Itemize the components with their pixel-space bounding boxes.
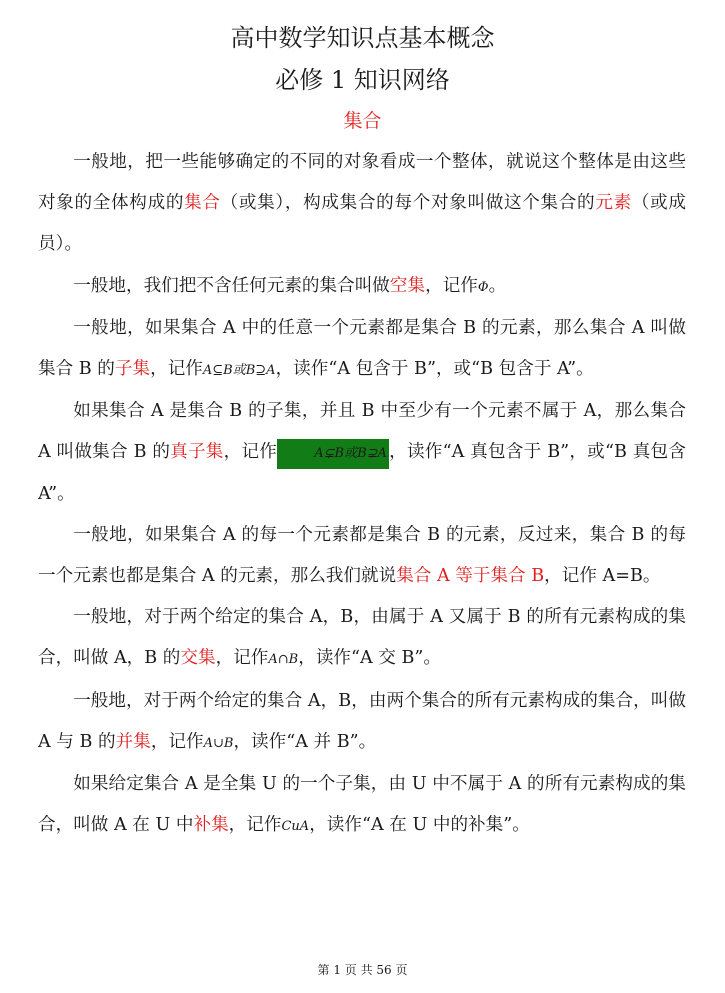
document-title: 高中数学知识点基本概念 [230,24,495,52]
paragraph-complement: 如果给定集合 A 是全集 U 的一个子集，由 U 中不属于 A 的所有元素构成的集合，叫做 A 在 U 中补集，记作CuA，读作“A 在 U 中的补集”。 [38,774,686,836]
paragraph-intersection: 一般地，对于两个给定的集合 A，B，由属于 A 又属于 B 的所有元素构成的集合，叫做 A，B 的交集，记作A∩B，读作“A 交 B”。 [38,607,686,669]
formula-intersection: A∩B [268,652,299,668]
paragraph-empty-set: 一般地，我们把不含任何元素的集合叫做空集，记作Φ。 [73,275,507,296]
term-complement: 补集 [193,815,229,836]
formula-proper-subset-highlighted: A⊊B或B⊋A [277,439,389,469]
paragraph-union: 一般地，对于两个给定的集合 A，B，由两个集合的所有元素构成的集合，叫做 A 与 B 的并集，记作A∪B，读作“A 并 B”。 [38,690,686,752]
formula-empty-set: Φ [477,279,489,295]
term-proper-subset: 真子集 [170,442,224,463]
formula-complement: CuA [281,819,310,835]
document-body [38,142,686,847]
formula-union: A∪B [203,735,234,751]
paragraph-subset: 一般地，如果集合 A 中的任意一个元素都是集合 B 的元素，那么集合 A 叫做集合 B 的子集，记作A⊆B或B⊇A，读作“A 包含于 B”，或“B 包含于 A”。 [38,317,686,380]
page-number-footer: 第 1 页 共 56 页 [317,963,408,977]
term-set-equality: 集合 A 等于集合 B [396,566,545,587]
term-element: 元素 [595,193,632,214]
term-subset: 子集 [114,359,151,380]
term-set: 集合 [184,193,221,214]
term-empty-set: 空集 [389,275,426,296]
term-union: 并集 [115,731,151,752]
section-heading: 集合 [343,110,382,132]
formula-subset: A⊆B或B⊇A [202,363,276,379]
paragraph-set-equality: 一般地，如果集合 A 的每一个元素都是集合 B 的元素，反过来，集合 B 的每一个元素也都是集合 A 的元素，那么我们就说集合 A 等于集合 B，记作 A=B。 [38,524,686,587]
paragraph-proper-subset: 如果集合 A 是集合 B 的子集，并且 B 中至少有一个元素不属于 A，那么集合 A 叫做集合 B 的真子集，记作 A⊊B或B⊋A ，读作“A 真包含于 B”，或“B 真包含 A”。 [38,401,686,504]
paragraph-set-definition: 一般地，把一些能够确定的不同的对象看成一个整体，就说这个整体是由这些对象的全体构成的集合（或集），构成集合的每个对象叫做这个集合的元素（或成员）。 [38,152,686,255]
document-subtitle: 必修 1 知识网络 [275,66,450,94]
term-intersection: 交集 [180,648,216,669]
